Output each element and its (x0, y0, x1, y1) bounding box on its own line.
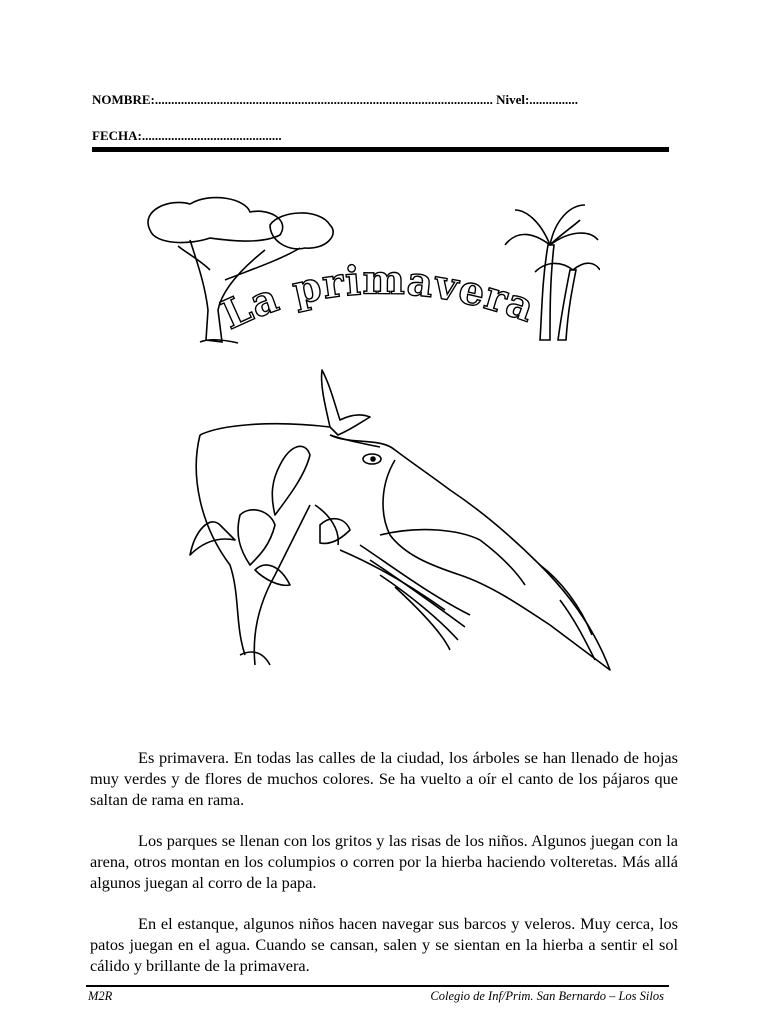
title-text: La primavera (214, 256, 542, 339)
footer-code: M2R (88, 989, 113, 1003)
paragraph-2: Los parques se llenan con los gritos y las risas de los niños. Algunos juegan con la arena, otros montan en los columpios o corren por la hierba haciendo volteretas. Más allá algunos juegan al corro de la papa. (90, 831, 678, 893)
paragraph-3: En el estanque, algunos niños hacen navegar sus barcos y veleros. Muy cerca, los patos juegan en el agua. Cuando se cansan, salen y se sientan en la hierba a sentir el sol cálido y brillante de la primavera. (90, 914, 678, 976)
title-illustration (130, 190, 600, 355)
footer-rule (86, 985, 669, 987)
bird-flower-illustration (180, 365, 620, 685)
paragraph-1: Es primavera. En todas las calles de la ciudad, los árboles se han llenado de hojas muy verdes y de flores de muchos colores. Se ha vuelto a oír el canto de los pájaros que saltan de rama en rama. (90, 748, 678, 810)
stem (200, 424, 330, 435)
fecha-line: FECHA:........................................... (92, 128, 282, 143)
nombre-nivel-line: NOMBRE:........................................................................................................ Nivel:............... (92, 92, 579, 107)
header-rule (92, 147, 669, 152)
footer-school: Colegio de Inf/Prim. San Bernardo – Los Silos (430, 989, 664, 1003)
